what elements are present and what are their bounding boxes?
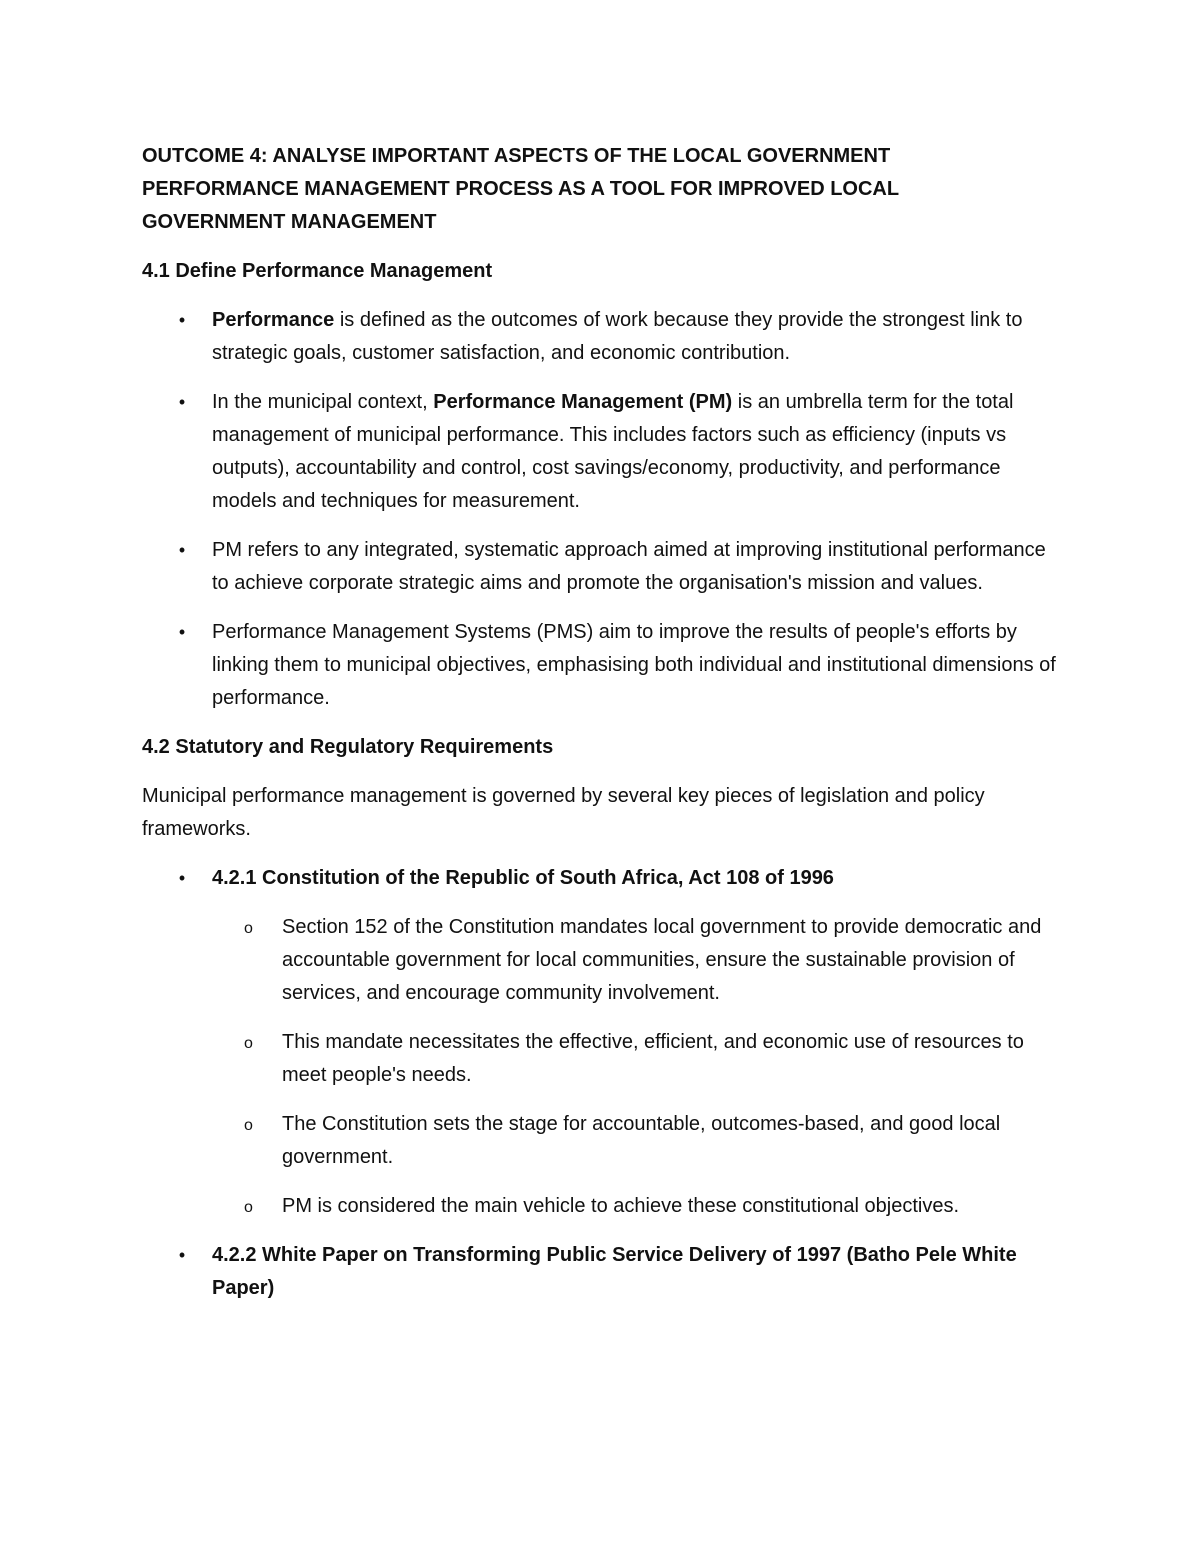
term-performance: Performance <box>212 309 335 331</box>
section-4-2-bullet-list <box>142 862 1062 1305</box>
sub-bullet-text: Section 152 of the Constitution mandates local government to provide democratic and accountable government for local communities, ensure the sustainable provision of services, and encourage community involvement. <box>282 916 1042 1004</box>
circle-bullet-icon: o <box>244 1035 253 1052</box>
list-item <box>142 304 1062 370</box>
section-4-1-heading: 4.1 Define Performance Management <box>142 260 493 282</box>
term-performance-management: Performance Management (PM) <box>433 391 733 413</box>
bullet-icon: • <box>178 868 186 888</box>
subsection-4-2-1-title: 4.2.1 Constitution of the Republic of South Africa, Act 108 of 1996 <box>212 867 834 889</box>
bullet-icon: • <box>178 540 186 560</box>
outcome-title: OUTCOME 4: ANALYSE IMPORTANT ASPECTS OF THE LOCAL GOVERNMENT PERFORMANCE MANAGEMENT PROCESS AS A TOOL FOR IMPROVED LOCAL GOVERNMENT MANAGEMENT <box>142 145 899 233</box>
sub-list-item <box>212 1190 1062 1223</box>
document-page <box>142 140 1062 1321</box>
bullet-icon: • <box>178 1245 186 1265</box>
bullet-icon: • <box>178 392 186 412</box>
section-4-2-intro: Municipal performance management is governed by several key pieces of legislation and policy frameworks. <box>142 785 985 840</box>
subsection-4-2-2-title: 4.2.2 White Paper on Transforming Public Service Delivery of 1997 (Batho Pele White Paper) <box>212 1244 1017 1299</box>
bullet-icon: • <box>178 622 186 642</box>
sub-list-item <box>212 1108 1062 1174</box>
bullet-text-before: In the municipal context, <box>212 391 434 413</box>
bullet-text-after: is an umbrella term for the total management of municipal performance. This includes factors such as efficiency (inputs vs outputs), accountability and control, cost savings/economy, productivity, and performance models and techniques for measurement. <box>212 391 1014 512</box>
list-item <box>142 862 1062 1223</box>
circle-bullet-icon: o <box>244 920 253 937</box>
list-item <box>142 616 1062 715</box>
list-item <box>142 1239 1062 1305</box>
section-4-1-bullet-list <box>142 304 1062 715</box>
section-4-2-heading: 4.2 Statutory and Regulatory Requirements <box>142 736 554 758</box>
sub-bullet-text: PM is considered the main vehicle to achieve these constitutional objectives. <box>282 1195 960 1217</box>
circle-bullet-icon: o <box>244 1117 253 1134</box>
bullet-text: Performance Management Systems (PMS) aim to improve the results of people's efforts by linking them to municipal objectives, emphasising both individual and institutional dimensions of performance. <box>212 621 1056 709</box>
sub-list-item <box>212 1026 1062 1092</box>
bullet-icon: • <box>178 310 186 330</box>
list-item <box>142 386 1062 518</box>
list-item <box>142 534 1062 600</box>
sub-bullet-text: This mandate necessitates the effective, efficient, and economic use of resources to meet people's needs. <box>282 1031 1024 1086</box>
circle-bullet-icon: o <box>244 1199 253 1216</box>
bullet-text: PM refers to any integrated, systematic approach aimed at improving institutional performance to achieve corporate strategic aims and promote the organisation's mission and values. <box>212 539 1046 594</box>
sub-bullet-list <box>212 911 1062 1223</box>
bullet-text: is defined as the outcomes of work because they provide the strongest link to strategic goals, customer satisfaction, and economic contribution. <box>212 309 1023 364</box>
sub-bullet-text: The Constitution sets the stage for accountable, outcomes-based, and good local government. <box>282 1113 1001 1168</box>
sub-list-item <box>212 911 1062 1010</box>
